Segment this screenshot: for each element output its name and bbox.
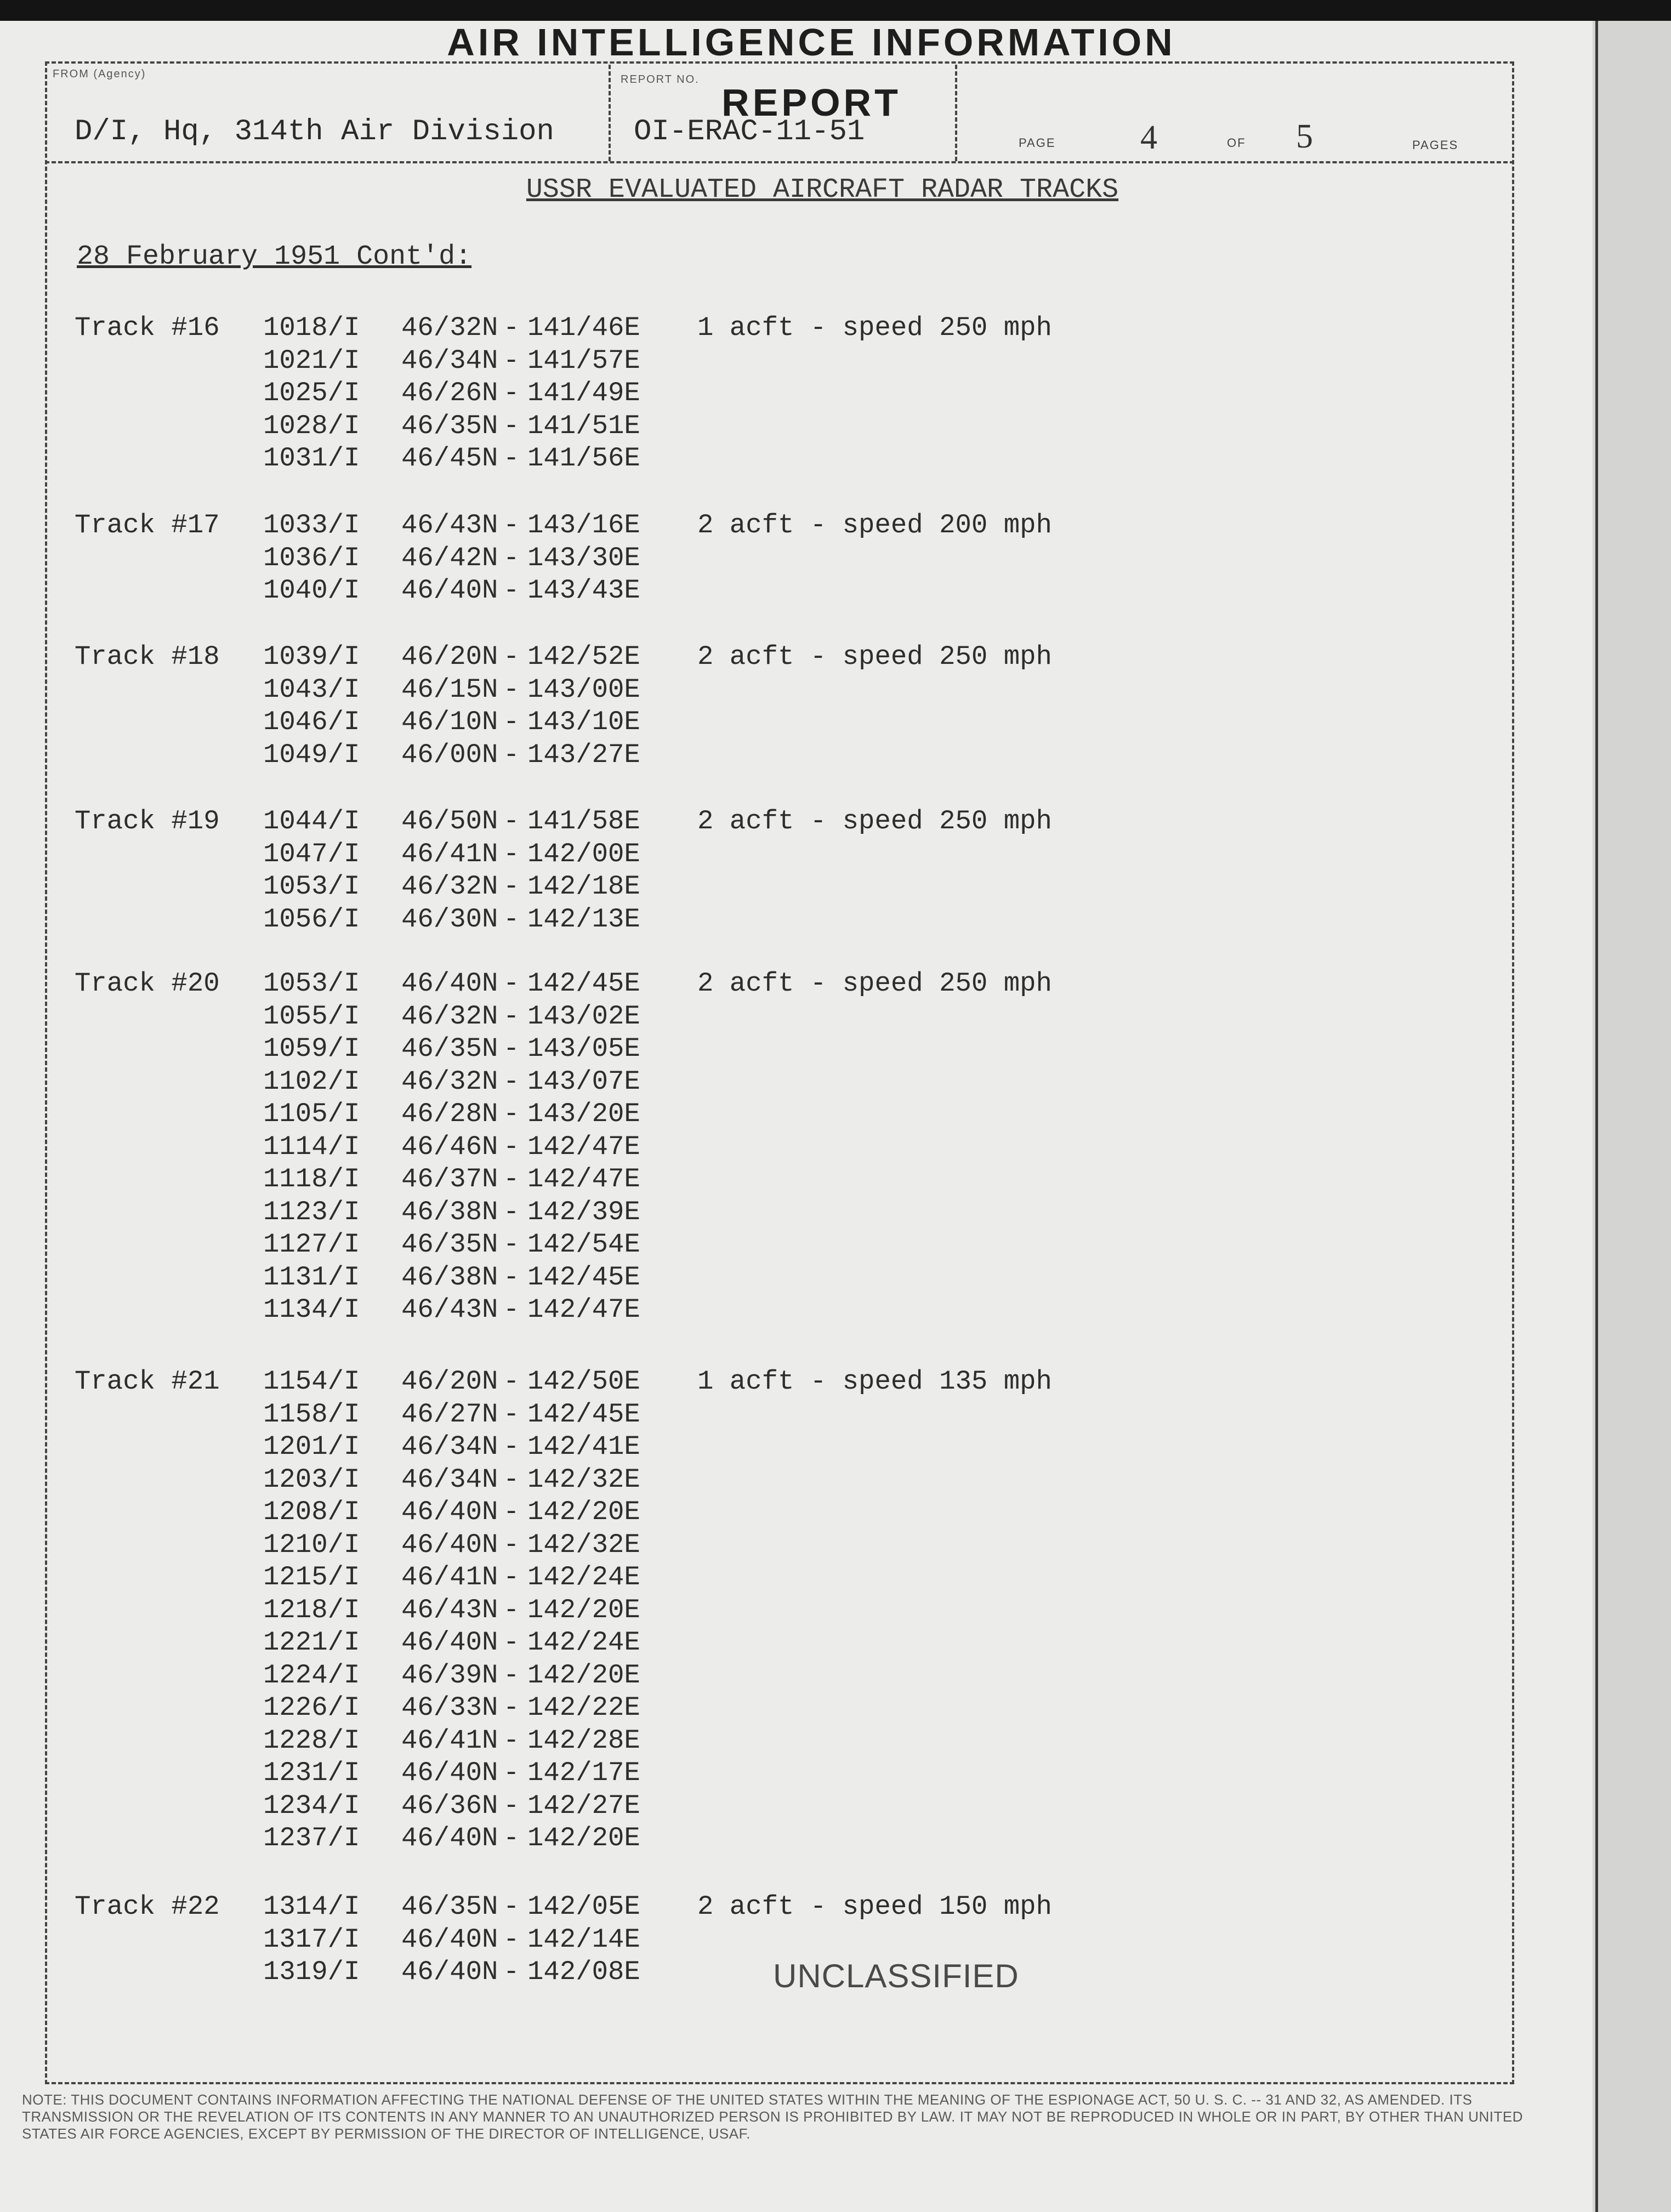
track-fix-row	[0, 1495, 1480, 1528]
track-fix-row	[0, 1923, 1480, 1956]
fix-time: 1123/I	[263, 1197, 360, 1227]
fix-latitude: 46/43N	[401, 510, 498, 541]
track-fix-row	[0, 1822, 1480, 1855]
fix-longitude: 142/39E	[527, 1197, 640, 1227]
fix-time: 1039/I	[263, 641, 360, 672]
fix-longitude: 143/20E	[527, 1099, 640, 1129]
fix-longitude: 143/05E	[527, 1033, 640, 1064]
fix-longitude: 142/45E	[527, 1399, 640, 1430]
fix-longitude: 142/08E	[527, 1957, 640, 1987]
fix-longitude: 142/20E	[527, 1595, 640, 1625]
coordinate-dash: -	[503, 1823, 520, 1853]
fix-latitude: 46/32N	[401, 1001, 498, 1032]
fix-latitude: 46/35N	[401, 1891, 498, 1922]
track-fix-row	[0, 1528, 1480, 1561]
fix-longitude: 143/16E	[527, 510, 640, 541]
coordinate-dash: -	[503, 968, 520, 999]
fix-latitude: 46/20N	[401, 641, 498, 672]
fix-longitude: 142/00E	[527, 839, 640, 869]
coordinate-dash: -	[503, 1497, 520, 1527]
fix-time: 1237/I	[263, 1823, 360, 1853]
fix-longitude: 142/24E	[527, 1627, 640, 1658]
track-label: Track #20	[75, 968, 220, 999]
fix-longitude: 141/56E	[527, 443, 640, 474]
fix-longitude: 141/58E	[527, 806, 640, 837]
fix-time: 1218/I	[263, 1595, 360, 1625]
track-fix-row	[0, 1098, 1480, 1130]
track-label: Track #16	[75, 312, 220, 343]
fix-longitude: 142/45E	[527, 968, 640, 999]
track-note: 2 acft - speed 250 mph	[697, 641, 1052, 672]
section-title: USSR EVALUATED AIRCRAFT RADAR TRACKS	[526, 174, 1119, 206]
track-fix-row	[0, 1561, 1480, 1594]
fix-time: 1055/I	[263, 1001, 360, 1032]
fix-longitude: 141/57E	[527, 345, 640, 376]
fix-longitude: 141/51E	[527, 411, 640, 441]
track-fix-row	[0, 1789, 1480, 1822]
fix-longitude: 143/10E	[527, 707, 640, 737]
scan-right-margin	[1593, 21, 1671, 2212]
fix-latitude: 46/32N	[401, 871, 498, 902]
coordinate-dash: -	[503, 378, 520, 408]
fix-time: 1036/I	[263, 543, 360, 573]
coordinate-dash: -	[503, 1131, 520, 1162]
coordinate-dash: -	[503, 839, 520, 869]
track-fix-row	[0, 1430, 1480, 1463]
coordinate-dash: -	[503, 904, 520, 935]
fix-time: 1134/I	[263, 1294, 360, 1325]
fix-longitude: 143/30E	[527, 543, 640, 573]
fix-time: 1234/I	[263, 1790, 360, 1821]
fix-longitude: 143/02E	[527, 1001, 640, 1032]
page-label: PAGE	[1019, 136, 1056, 150]
fix-latitude: 46/15N	[401, 674, 498, 705]
coordinate-dash: -	[503, 1924, 520, 1955]
coordinate-dash: -	[503, 1595, 520, 1625]
fix-latitude: 46/00N	[401, 740, 498, 770]
track-fix-row	[0, 1261, 1480, 1294]
fix-time: 1114/I	[263, 1131, 360, 1162]
track-fix-row	[0, 967, 1480, 1000]
fix-time: 1118/I	[263, 1164, 360, 1195]
coordinate-dash: -	[503, 1262, 520, 1293]
coordinate-dash: -	[503, 674, 520, 705]
fix-latitude: 46/42N	[401, 543, 498, 573]
from-value: D/I, Hq, 314th Air Division	[75, 115, 554, 149]
coordinate-dash: -	[503, 1066, 520, 1097]
fix-time: 1059/I	[263, 1033, 360, 1064]
track-fix-row	[0, 1659, 1480, 1692]
fix-time: 1131/I	[263, 1262, 360, 1293]
fix-latitude: 46/10N	[401, 707, 498, 737]
track-fix-row	[0, 1398, 1480, 1431]
from-label: FROM (Agency)	[53, 68, 146, 80]
fix-longitude: 142/47E	[527, 1164, 640, 1195]
track-fix-row	[0, 903, 1480, 936]
fix-latitude: 46/33N	[401, 1692, 498, 1723]
coordinate-dash: -	[503, 806, 520, 837]
date-line: 28 February 1951 Cont'd:	[77, 241, 472, 272]
fix-longitude: 142/27E	[527, 1790, 640, 1821]
track-fix-row	[0, 738, 1480, 771]
fix-longitude: 143/00E	[527, 674, 640, 705]
track-label: Track #19	[75, 806, 220, 837]
coordinate-dash: -	[503, 510, 520, 541]
fix-time: 1228/I	[263, 1725, 360, 1756]
fix-time: 1317/I	[263, 1924, 360, 1955]
fix-time: 1154/I	[263, 1366, 360, 1397]
fix-time: 1102/I	[263, 1066, 360, 1097]
coordinate-dash: -	[503, 312, 520, 343]
fix-latitude: 46/35N	[401, 1033, 498, 1064]
of-label: OF	[1227, 136, 1246, 150]
fix-latitude: 46/40N	[401, 575, 498, 606]
coordinate-dash: -	[503, 740, 520, 770]
coordinate-dash: -	[503, 1692, 520, 1723]
fix-latitude: 46/41N	[401, 1562, 498, 1593]
fix-latitude: 46/45N	[401, 443, 498, 474]
fix-latitude: 46/50N	[401, 806, 498, 837]
coordinate-dash: -	[503, 345, 520, 376]
fix-latitude: 46/46N	[401, 1131, 498, 1162]
fix-time: 1215/I	[263, 1562, 360, 1593]
fix-longitude: 142/50E	[527, 1366, 640, 1397]
fix-longitude: 142/20E	[527, 1660, 640, 1691]
report-no-value: OI-ERAC-11-51	[634, 115, 865, 149]
page-number: 4	[1140, 119, 1157, 156]
coordinate-dash: -	[503, 543, 520, 573]
track-fix-row	[0, 574, 1480, 607]
track-fix-row	[0, 509, 1480, 542]
classification-stamp: UNCLASSIFIED	[773, 1958, 1019, 1994]
fix-longitude: 142/54E	[527, 1229, 640, 1260]
fix-time: 1018/I	[263, 312, 360, 343]
fix-time: 1224/I	[263, 1660, 360, 1691]
fix-latitude: 46/34N	[401, 345, 498, 376]
track-fix-row	[0, 838, 1480, 871]
fix-latitude: 46/32N	[401, 1066, 498, 1097]
fix-longitude: 142/13E	[527, 904, 640, 935]
track-fix-row	[0, 542, 1480, 575]
fix-latitude: 46/36N	[401, 1790, 498, 1821]
fix-latitude: 46/38N	[401, 1197, 498, 1227]
coordinate-dash: -	[503, 1562, 520, 1593]
track-fix-row	[0, 1163, 1480, 1196]
fix-latitude: 46/43N	[401, 1294, 498, 1325]
fix-longitude: 143/07E	[527, 1066, 640, 1097]
fix-longitude: 142/22E	[527, 1692, 640, 1723]
header-divider	[45, 161, 1514, 163]
coordinate-dash: -	[503, 1431, 520, 1462]
fix-time: 1049/I	[263, 740, 360, 770]
track-fix-row	[0, 1000, 1480, 1033]
coordinate-dash: -	[503, 1758, 520, 1788]
fix-time: 1127/I	[263, 1229, 360, 1260]
track-fix-row	[0, 410, 1480, 442]
fix-longitude: 142/52E	[527, 641, 640, 672]
track-fix-row	[0, 1228, 1480, 1261]
coordinate-dash: -	[503, 1294, 520, 1325]
track-label: Track #17	[75, 510, 220, 541]
pages-label: PAGES	[1412, 138, 1459, 152]
coordinate-dash: -	[503, 707, 520, 737]
fix-latitude: 46/28N	[401, 1099, 498, 1129]
fix-time: 1314/I	[263, 1891, 360, 1922]
fix-time: 1221/I	[263, 1627, 360, 1658]
fix-time: 1319/I	[263, 1957, 360, 1987]
track-fix-row	[0, 1365, 1480, 1398]
fix-longitude: 142/32E	[527, 1529, 640, 1560]
fix-longitude: 143/27E	[527, 740, 640, 770]
track-fix-row	[0, 673, 1480, 706]
fix-longitude: 142/05E	[527, 1891, 640, 1922]
track-fix-row	[0, 1626, 1480, 1659]
coordinate-dash: -	[503, 1529, 520, 1560]
fix-latitude: 46/40N	[401, 1823, 498, 1853]
fix-longitude: 141/46E	[527, 312, 640, 343]
track-fix-row	[0, 706, 1480, 738]
track-fix-row	[0, 1691, 1480, 1724]
fix-latitude: 46/40N	[401, 1497, 498, 1527]
track-fix-row	[0, 344, 1480, 377]
fix-latitude: 46/32N	[401, 312, 498, 343]
fix-latitude: 46/41N	[401, 839, 498, 869]
fix-longitude: 142/41E	[527, 1431, 640, 1462]
fix-time: 1158/I	[263, 1399, 360, 1430]
coordinate-dash: -	[503, 1399, 520, 1430]
coordinate-dash: -	[503, 1464, 520, 1495]
track-fix-row	[0, 1065, 1480, 1098]
track-label: Track #21	[75, 1366, 220, 1397]
fix-longitude: 142/14E	[527, 1924, 640, 1955]
coordinate-dash: -	[503, 1099, 520, 1129]
track-fix-row	[0, 442, 1480, 475]
fix-longitude: 141/49E	[527, 378, 640, 408]
fix-time: 1105/I	[263, 1099, 360, 1129]
fix-time: 1056/I	[263, 904, 360, 935]
coordinate-dash: -	[503, 1660, 520, 1691]
track-note: 2 acft - speed 150 mph	[697, 1891, 1052, 1922]
fix-time: 1046/I	[263, 707, 360, 737]
fix-latitude: 46/41N	[401, 1725, 498, 1756]
fix-longitude: 142/47E	[527, 1294, 640, 1325]
fix-time: 1201/I	[263, 1431, 360, 1462]
fix-longitude: 142/24E	[527, 1562, 640, 1593]
fix-latitude: 46/35N	[401, 411, 498, 441]
track-fix-row	[0, 870, 1480, 903]
fix-longitude: 142/20E	[527, 1497, 640, 1527]
track-fix-row	[0, 1196, 1480, 1229]
fix-time: 1044/I	[263, 806, 360, 837]
fix-latitude: 46/20N	[401, 1366, 498, 1397]
coordinate-dash: -	[503, 411, 520, 441]
track-label: Track #22	[75, 1891, 220, 1922]
fix-latitude: 46/35N	[401, 1229, 498, 1260]
coordinate-dash: -	[503, 1366, 520, 1397]
page-total: 5	[1296, 118, 1313, 155]
fix-latitude: 46/40N	[401, 1758, 498, 1788]
espionage-act-notice: NOTE: THIS DOCUMENT CONTAINS INFORMATION AFFECTING THE NATIONAL DEFENSE OF THE UNITED STATES WITHIN THE MEANING OF THE ESPIONAGE ACT, 50 U. S. C. -- 31 AND 32, AS AMENDED. ITS TRANSMISSION OR THE REVELATION OF ITS CONTENTS IN ANY MANNER TO AN UNAUTHORIZED PERSON IS PROHIBITED BY LAW. IT MAY NOT BE REPRODUCED IN WHOLE OR IN PART, BY OTHER THAN UNITED STATES AIR FORCE AGENCIES, EXCEPT BY PERMISSION OF THE DIRECTOR OF INTELLIGENCE, USAF.	[22, 2091, 1523, 2142]
fix-latitude: 46/43N	[401, 1595, 498, 1625]
coordinate-dash: -	[503, 1957, 520, 1987]
fix-longitude: 142/28E	[527, 1725, 640, 1756]
track-fix-row	[0, 1032, 1480, 1065]
report-title: AIR INTELLIGENCE INFORMATION REPORT	[447, 21, 1176, 124]
fix-time: 1033/I	[263, 510, 360, 541]
coordinate-dash: -	[503, 1164, 520, 1195]
track-note: 1 acft - speed 135 mph	[697, 1366, 1052, 1397]
fix-time: 1210/I	[263, 1529, 360, 1560]
fix-latitude: 46/26N	[401, 378, 498, 408]
track-fix-row	[0, 1955, 1480, 1988]
coordinate-dash: -	[503, 1001, 520, 1032]
track-fix-row	[0, 1756, 1480, 1789]
fix-time: 1208/I	[263, 1497, 360, 1527]
fix-time: 1053/I	[263, 871, 360, 902]
track-fix-row	[0, 805, 1480, 838]
track-fix-row	[0, 1724, 1480, 1757]
fix-latitude: 46/34N	[401, 1431, 498, 1462]
coordinate-dash: -	[503, 1229, 520, 1260]
fix-latitude: 46/40N	[401, 1529, 498, 1560]
fix-latitude: 46/40N	[401, 968, 498, 999]
fix-longitude: 142/45E	[527, 1262, 640, 1293]
track-note: 2 acft - speed 250 mph	[697, 806, 1052, 837]
report-no-label: REPORT NO.	[621, 73, 700, 86]
track-fix-row	[0, 1890, 1480, 1923]
fix-longitude: 142/47E	[527, 1131, 640, 1162]
coordinate-dash: -	[503, 871, 520, 902]
fix-latitude: 46/30N	[401, 904, 498, 935]
fix-longitude: 142/17E	[527, 1758, 640, 1788]
fix-latitude: 46/37N	[401, 1164, 498, 1195]
page-edge-line	[1595, 21, 1598, 2212]
coordinate-dash: -	[503, 1790, 520, 1821]
fix-longitude: 143/43E	[527, 575, 640, 606]
track-note: 2 acft - speed 200 mph	[697, 510, 1052, 541]
fix-longitude: 142/32E	[527, 1464, 640, 1495]
coordinate-dash: -	[503, 641, 520, 672]
track-label: Track #18	[75, 641, 220, 672]
fix-time: 1047/I	[263, 839, 360, 869]
fix-latitude: 46/27N	[401, 1399, 498, 1430]
fix-latitude: 46/40N	[401, 1924, 498, 1955]
fix-time: 1226/I	[263, 1692, 360, 1723]
coordinate-dash: -	[503, 1725, 520, 1756]
fix-latitude: 46/40N	[401, 1627, 498, 1658]
fix-latitude: 46/38N	[401, 1262, 498, 1293]
fix-time: 1021/I	[263, 345, 360, 376]
fix-time: 1028/I	[263, 411, 360, 441]
track-fix-row	[0, 1463, 1480, 1496]
fix-time: 1031/I	[263, 443, 360, 474]
track-fix-row	[0, 1293, 1480, 1326]
track-fix-row	[0, 1130, 1480, 1163]
coordinate-dash: -	[503, 1627, 520, 1658]
coordinate-dash: -	[503, 443, 520, 474]
track-fix-row	[0, 377, 1480, 410]
coordinate-dash: -	[503, 1197, 520, 1227]
header-column-divider-2	[955, 65, 957, 161]
coordinate-dash: -	[503, 1891, 520, 1922]
track-fix-row	[0, 311, 1480, 344]
fix-time: 1040/I	[263, 575, 360, 606]
fix-time: 1231/I	[263, 1758, 360, 1788]
fix-latitude: 46/39N	[401, 1660, 498, 1691]
fix-longitude: 142/20E	[527, 1823, 640, 1853]
coordinate-dash: -	[503, 575, 520, 606]
fix-time: 1053/I	[263, 968, 360, 999]
track-fix-row	[0, 640, 1480, 673]
fix-time: 1203/I	[263, 1464, 360, 1495]
coordinate-dash: -	[503, 1033, 520, 1064]
track-fix-row	[0, 1594, 1480, 1627]
track-note: 1 acft - speed 250 mph	[697, 312, 1052, 343]
fix-longitude: 142/18E	[527, 871, 640, 902]
fix-time: 1025/I	[263, 378, 360, 408]
fix-time: 1043/I	[263, 674, 360, 705]
track-note: 2 acft - speed 250 mph	[697, 968, 1052, 999]
fix-latitude: 46/34N	[401, 1464, 498, 1495]
header-column-divider-1	[609, 65, 611, 161]
fix-latitude: 46/40N	[401, 1957, 498, 1987]
